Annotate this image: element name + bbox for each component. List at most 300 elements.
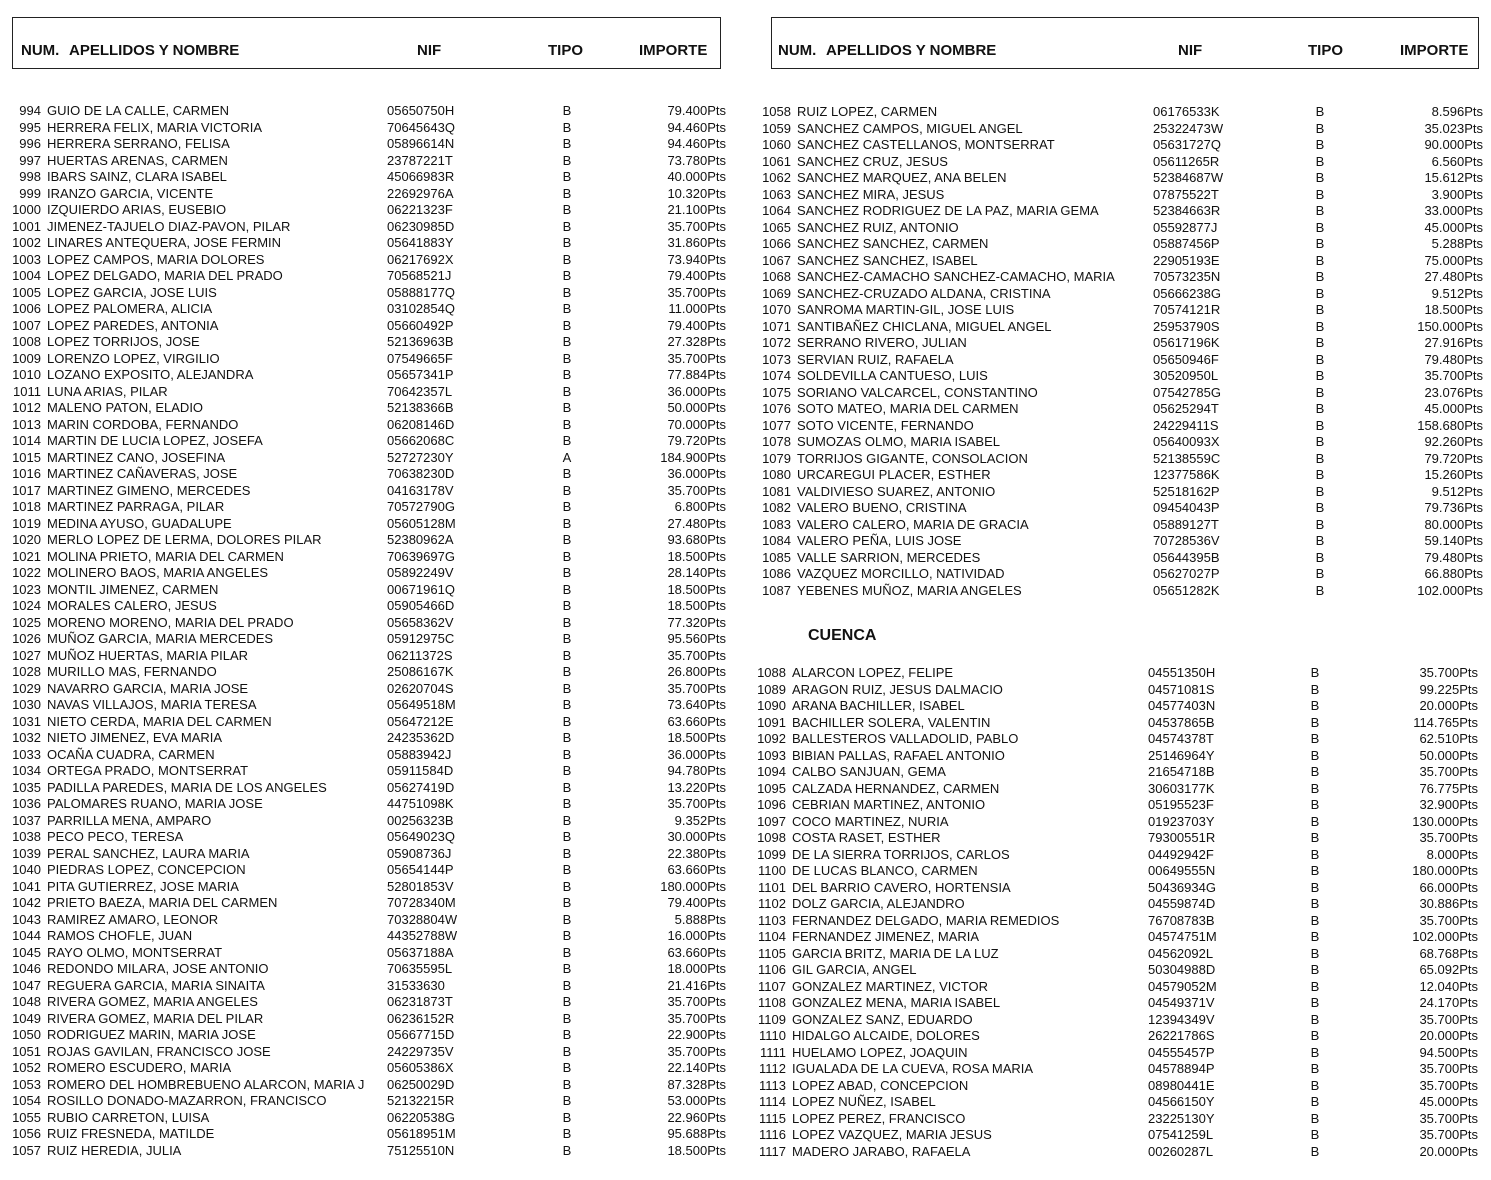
- row-importe: 73.940Pts: [667, 251, 726, 267]
- row-nif: 05662068C: [387, 433, 455, 448]
- row-name: SANTIBAÑEZ CHICLANA, MIGUEL ANGEL: [797, 318, 1052, 334]
- row-nif: 05883942J: [387, 746, 452, 762]
- table-row: [0, 681, 740, 698]
- row-nif: 06176533K: [1153, 104, 1220, 119]
- table-row: [0, 961, 740, 978]
- row-num: 1089: [757, 681, 786, 697]
- row-num: 1094: [757, 764, 786, 779]
- table-row: [0, 103, 740, 120]
- row-nif: 70568521J: [387, 268, 452, 283]
- row-name: RUIZ LOPEZ, CARMEN: [797, 104, 938, 119]
- row-num: 1117: [759, 1143, 786, 1159]
- row-num: 1029: [12, 680, 41, 696]
- table-row: [750, 517, 1490, 534]
- row-nif: 01923703Y: [1148, 813, 1215, 829]
- row-num: 1054: [12, 1093, 41, 1108]
- row-name: ROSILLO DONADO-MAZARRON, FRANCISCO: [47, 1093, 327, 1108]
- row-tipo: B: [562, 730, 572, 745]
- row-importe: 65.092Pts: [1419, 962, 1478, 977]
- row-tipo: B: [1315, 467, 1325, 482]
- row-nif: 52801853V: [387, 878, 454, 894]
- row-nif: 06231873T: [387, 994, 453, 1009]
- left-table-body: [0, 103, 740, 1159]
- row-nif: 03102854Q: [387, 301, 455, 316]
- row-name: CALBO SANJUAN, GEMA: [792, 764, 946, 779]
- row-tipo: B: [1310, 1110, 1320, 1126]
- row-name: PECO PECO, TERESA: [47, 829, 184, 844]
- row-tipo: B: [1310, 1011, 1320, 1027]
- row-importe: 63.660Pts: [667, 944, 726, 960]
- row-num: 1008: [12, 334, 41, 349]
- row-nif: 25086167K: [387, 664, 454, 679]
- row-num: 1038: [12, 829, 41, 844]
- row-importe: 16.000Pts: [667, 928, 726, 943]
- row-name: VAZQUEZ MORCILLO, NATIVIDAD: [797, 566, 1005, 581]
- row-tipo: B: [562, 647, 572, 663]
- row-tipo: B: [562, 202, 572, 217]
- row-tipo: B: [562, 152, 572, 168]
- row-num: 1069: [762, 285, 791, 301]
- row-num: 1020: [12, 532, 41, 547]
- row-nif: 06211372S: [387, 647, 453, 663]
- table-row: [0, 1126, 740, 1143]
- table-row: [745, 929, 1485, 946]
- row-name: NIETO JIMENEZ, EVA MARIA: [47, 730, 223, 745]
- row-nif: 08980441E: [1148, 1077, 1215, 1093]
- row-num: 1088: [757, 665, 786, 680]
- row-num: 1111: [759, 1044, 786, 1060]
- row-name: LOPEZ ABAD, CONCEPCION: [792, 1077, 969, 1093]
- table-row: [745, 698, 1485, 715]
- table-row: [745, 863, 1485, 880]
- row-num: 1062: [762, 170, 791, 185]
- right-table-header: [771, 17, 1479, 69]
- header-name: APELLIDOS Y NOMBRE: [69, 42, 240, 59]
- row-tipo: B: [1310, 747, 1320, 763]
- row-name: MUÑOZ HUERTAS, MARIA PILAR: [47, 647, 249, 663]
- row-nif: 04566150Y: [1148, 1094, 1215, 1109]
- row-name: VALERO PEÑA, LUIS JOSE: [797, 533, 962, 548]
- row-num: 1098: [757, 830, 786, 845]
- table-row: [0, 714, 740, 731]
- row-importe: 180.000Pts: [1412, 863, 1478, 878]
- row-importe: 36.000Pts: [667, 466, 726, 481]
- row-num: 1055: [12, 1109, 41, 1125]
- row-num: 1035: [12, 779, 41, 795]
- row-num: 1092: [757, 731, 786, 746]
- table-row: [0, 912, 740, 929]
- row-importe: 73.640Pts: [667, 697, 726, 712]
- row-tipo: B: [1315, 120, 1325, 136]
- row-num: 1016: [12, 466, 41, 481]
- row-importe: 79.720Pts: [1424, 450, 1483, 466]
- row-name: VALERO BUENO, CRISTINA: [797, 500, 967, 515]
- row-name: HUERTAS ARENAS, CARMEN: [47, 152, 228, 168]
- row-num: 1010: [12, 367, 41, 382]
- row-num: 1074: [762, 368, 791, 383]
- row-num: 999: [19, 185, 41, 201]
- row-tipo: B: [1310, 797, 1320, 812]
- row-name: LINARES ANTEQUERA, JOSE FERMIN: [47, 235, 282, 250]
- row-num: 1025: [12, 614, 41, 630]
- row-nif: 06236152R: [387, 1010, 455, 1026]
- row-importe: 5.888Pts: [674, 911, 726, 927]
- row-tipo: B: [1310, 929, 1320, 944]
- row-tipo: B: [1310, 830, 1320, 845]
- row-nif: 75125510N: [387, 1142, 455, 1158]
- row-num: 1085: [762, 549, 791, 565]
- row-name: SANCHEZ-CRUZADO ALDANA, CRISTINA: [797, 285, 1051, 301]
- row-name: SANCHEZ CRUZ, JESUS: [797, 153, 948, 169]
- row-name: IBARS SAINZ, CLARA ISABEL: [47, 169, 227, 184]
- table-row: [0, 367, 740, 384]
- row-name: SANCHEZ RUIZ, ANTONIO: [797, 219, 959, 235]
- table-row: [0, 252, 740, 269]
- row-num: 1018: [12, 499, 41, 514]
- row-tipo: B: [562, 697, 572, 712]
- row-name: HERRERA FELIX, MARIA VICTORIA: [47, 119, 263, 135]
- row-importe: 35.700Pts: [1419, 1077, 1478, 1093]
- row-name: HUELAMO LOPEZ, JOAQUIN: [792, 1044, 968, 1060]
- row-name: RUIZ FRESNEDA, MATILDE: [47, 1126, 215, 1141]
- row-importe: 22.960Pts: [667, 1109, 726, 1125]
- table-row: [0, 796, 740, 813]
- row-nif: 12377586K: [1153, 467, 1220, 482]
- row-nif: 04537865B: [1148, 714, 1215, 730]
- row-nif: 04571081S: [1148, 681, 1215, 697]
- table-row: [750, 137, 1490, 154]
- row-num: 1030: [12, 697, 41, 712]
- table-row: [745, 1127, 1485, 1144]
- row-importe: 94.460Pts: [667, 119, 726, 135]
- row-num: 1115: [759, 1110, 786, 1126]
- row-num: 995: [19, 119, 41, 135]
- row-name: LOZANO EXPOSITO, ALEJANDRA: [47, 367, 254, 382]
- row-nif: 24235362D: [387, 730, 455, 745]
- row-tipo: B: [1310, 698, 1320, 713]
- row-importe: 79.400Pts: [667, 103, 726, 118]
- row-tipo: B: [562, 961, 572, 976]
- row-importe: 102.000Pts: [1417, 582, 1483, 598]
- row-nif: 05650946F: [1153, 351, 1219, 367]
- row-num: 1013: [12, 416, 41, 432]
- row-nif: 05644395B: [1153, 549, 1220, 565]
- row-nif: 70638230D: [387, 466, 455, 481]
- row-importe: 45.000Pts: [1424, 401, 1483, 416]
- row-tipo: B: [1315, 368, 1325, 383]
- row-num: 1083: [762, 516, 791, 532]
- row-tipo: B: [562, 185, 572, 201]
- table-row: [745, 814, 1485, 831]
- row-importe: 35.700Pts: [1419, 764, 1478, 779]
- row-num: 1001: [12, 218, 41, 234]
- row-nif: 05912975C: [387, 631, 455, 646]
- row-tipo: B: [1315, 566, 1325, 581]
- row-num: 1090: [757, 698, 786, 713]
- table-row: [0, 1143, 740, 1160]
- table-row: [0, 994, 740, 1011]
- row-importe: 79.400Pts: [667, 317, 726, 333]
- row-name: IZQUIERDO ARIAS, EUSEBIO: [47, 202, 227, 217]
- row-num: 1002: [12, 235, 41, 250]
- row-nif: 45066983R: [387, 169, 455, 184]
- row-importe: 18.500Pts: [667, 548, 726, 564]
- row-importe: 35.700Pts: [1419, 830, 1478, 845]
- row-num: 1041: [12, 878, 41, 894]
- row-nif: 05660492P: [387, 317, 454, 333]
- row-nif: 52384663R: [1153, 203, 1221, 218]
- row-nif: 31533630: [387, 977, 445, 993]
- row-nif: 05195523F: [1148, 797, 1214, 812]
- row-importe: 35.700Pts: [1424, 368, 1483, 383]
- table-row: [0, 202, 740, 219]
- row-importe: 35.700Pts: [1419, 912, 1478, 928]
- row-tipo: B: [562, 1126, 572, 1141]
- row-nif: 25146964Y: [1148, 747, 1215, 763]
- table-row: [0, 499, 740, 516]
- row-nif: 06230985D: [387, 218, 455, 234]
- table-row: [745, 748, 1485, 765]
- row-tipo: B: [562, 1093, 572, 1108]
- row-importe: 5.288Pts: [1431, 236, 1483, 251]
- row-importe: 20.000Pts: [1419, 698, 1478, 713]
- table-row: [0, 648, 740, 665]
- row-importe: 93.680Pts: [667, 532, 726, 547]
- table-row: [0, 466, 740, 483]
- row-name: GIL GARCIA, ANGEL: [792, 962, 917, 977]
- row-name: IGUALADA DE LA CUEVA, ROSA MARIA: [792, 1061, 1034, 1076]
- row-num: 1027: [12, 647, 41, 663]
- row-tipo: B: [1315, 500, 1325, 515]
- row-name: MARIN CORDOBA, FERNANDO: [47, 416, 239, 432]
- row-num: 1071: [762, 318, 791, 334]
- row-tipo: B: [1315, 335, 1325, 350]
- row-tipo: B: [562, 1027, 572, 1042]
- row-num: 1059: [762, 120, 791, 136]
- row-name: MARTINEZ PARRAGA, PILAR: [47, 499, 225, 514]
- row-importe: 36.000Pts: [667, 383, 726, 399]
- row-name: SANCHEZ RODRIGUEZ DE LA PAZ, MARIA GEMA: [797, 203, 1099, 218]
- row-nif: 04578894P: [1148, 1061, 1215, 1076]
- row-nif: 06217692X: [387, 251, 454, 267]
- row-nif: 05640093X: [1153, 434, 1220, 449]
- row-num: 998: [19, 169, 41, 184]
- row-nif: 05618951M: [387, 1126, 456, 1141]
- row-name: ALARCON LOPEZ, FELIPE: [792, 665, 954, 680]
- table-row: [745, 682, 1485, 699]
- row-importe: 35.700Pts: [667, 284, 726, 300]
- row-nif: 05631727Q: [1153, 137, 1221, 152]
- row-tipo: B: [1315, 401, 1325, 416]
- row-importe: 35.700Pts: [667, 680, 726, 696]
- table-row: [750, 566, 1490, 583]
- row-importe: 50.000Pts: [1419, 747, 1478, 763]
- row-num: 1045: [12, 944, 41, 960]
- row-nif: 25953790S: [1153, 318, 1220, 334]
- row-importe: 18.500Pts: [667, 598, 726, 613]
- row-nif: 00260287L: [1148, 1143, 1214, 1159]
- row-name: PRIETO BAEZA, MARIA DEL CARMEN: [47, 895, 278, 910]
- row-tipo: B: [1315, 302, 1325, 317]
- row-name: LORENZO LOPEZ, VIRGILIO: [47, 350, 220, 366]
- table-row: [0, 945, 740, 962]
- row-name: REDONDO MILARA, JOSE ANTONIO: [47, 961, 269, 976]
- row-name: RAMOS CHOFLE, JUAN: [47, 928, 193, 943]
- row-name: GARCIA BRITZ, MARIA DE LA LUZ: [792, 945, 999, 961]
- row-tipo: B: [1310, 1127, 1320, 1142]
- row-name: LOPEZ TORRIJOS, JOSE: [47, 334, 200, 349]
- table-row: [745, 1012, 1485, 1029]
- row-nif: 05651282K: [1153, 582, 1220, 598]
- row-importe: 36.000Pts: [667, 746, 726, 762]
- row-num: 1004: [12, 268, 41, 283]
- row-nif: 04549371V: [1148, 995, 1215, 1010]
- row-nif: 05649518M: [387, 697, 456, 712]
- table-row: [745, 1078, 1485, 1095]
- row-name: ROMERO ESCUDERO, MARIA: [47, 1060, 232, 1075]
- row-importe: 15.260Pts: [1424, 467, 1483, 482]
- table-row: [750, 434, 1490, 451]
- row-tipo: B: [562, 928, 572, 943]
- row-nif: 05666238G: [1153, 285, 1221, 301]
- row-name: SUMOZAS OLMO, MARIA ISABEL: [797, 434, 1000, 449]
- row-tipo: B: [1310, 1061, 1320, 1076]
- table-row: [745, 913, 1485, 930]
- row-name: IRANZO GARCIA, VICENTE: [47, 185, 214, 201]
- row-nif: 04577403N: [1148, 698, 1216, 713]
- row-tipo: B: [562, 812, 572, 828]
- row-importe: 35.023Pts: [1424, 120, 1483, 136]
- row-num: 1044: [12, 928, 41, 943]
- row-name: MARTINEZ CANO, JOSEFINA: [47, 449, 226, 465]
- row-tipo: B: [1310, 846, 1320, 862]
- row-num: 1082: [762, 500, 791, 515]
- row-num: 1024: [12, 598, 41, 613]
- row-importe: 18.500Pts: [667, 1142, 726, 1158]
- row-num: 1110: [759, 1028, 786, 1043]
- table-row: [750, 286, 1490, 303]
- row-tipo: B: [1310, 681, 1320, 697]
- row-name: NAVAS VILLAJOS, MARIA TERESA: [47, 697, 257, 712]
- row-num: 1005: [12, 284, 41, 300]
- row-nif: 70728340M: [387, 895, 456, 910]
- row-importe: 35.700Pts: [667, 1010, 726, 1026]
- row-num: 1031: [12, 713, 41, 729]
- row-nif: 05892249V: [387, 565, 454, 580]
- row-num: 1063: [762, 186, 791, 202]
- table-row: [0, 1044, 740, 1061]
- row-tipo: B: [562, 713, 572, 729]
- row-importe: 79.480Pts: [1424, 351, 1483, 367]
- row-name: ORTEGA PRADO, MONTSERRAT: [47, 763, 249, 778]
- table-row: [745, 764, 1485, 781]
- row-name: VALLE SARRION, MERCEDES: [797, 549, 981, 565]
- table-row: [0, 1011, 740, 1028]
- row-name: MORENO MORENO, MARIA DEL PRADO: [47, 614, 294, 630]
- table-row: [0, 1027, 740, 1044]
- row-name: DE LA SIERRA TORRIJOS, CARLOS: [792, 846, 1010, 862]
- row-tipo: B: [562, 383, 572, 399]
- row-importe: 32.900Pts: [1419, 797, 1478, 812]
- row-name: PALOMARES RUANO, MARIA JOSE: [47, 796, 263, 811]
- row-tipo: B: [562, 466, 572, 481]
- row-importe: 62.510Pts: [1419, 731, 1478, 746]
- table-row: [750, 484, 1490, 501]
- row-importe: 3.900Pts: [1431, 186, 1483, 202]
- row-tipo: B: [1310, 863, 1320, 878]
- row-nif: 79300551R: [1148, 830, 1216, 845]
- row-tipo: B: [1310, 896, 1320, 911]
- row-tipo: B: [562, 911, 572, 927]
- row-name: SANCHEZ-CAMACHO SANCHEZ-CAMACHO, MARIA: [797, 269, 1115, 284]
- row-tipo: B: [562, 268, 572, 283]
- row-name: ARANA BACHILLER, ISABEL: [792, 698, 965, 713]
- row-num: 1007: [12, 317, 41, 333]
- row-tipo: B: [562, 334, 572, 349]
- row-name: MARTINEZ GIMENO, MERCEDES: [47, 482, 251, 498]
- table-row: [0, 1060, 740, 1077]
- table-row: [0, 268, 740, 285]
- table-row: [0, 829, 740, 846]
- row-nif: 05667715D: [387, 1027, 455, 1042]
- right-table-body-bottom: [745, 665, 1485, 1160]
- row-num: 1112: [759, 1061, 786, 1076]
- header-importe: IMPORTE: [639, 42, 708, 59]
- table-row: [750, 550, 1490, 567]
- row-name: SANROMA MARTIN-GIL, JOSE LUIS: [797, 302, 1015, 317]
- table-row: [750, 401, 1490, 418]
- row-tipo: B: [1310, 665, 1320, 680]
- row-tipo: B: [1315, 269, 1325, 284]
- row-name: SERVIAN RUIZ, RAFAELA: [797, 351, 954, 367]
- row-nif: 07542785G: [1153, 384, 1221, 400]
- table-row: [750, 121, 1490, 138]
- table-row: [750, 335, 1490, 352]
- row-importe: 24.170Pts: [1419, 995, 1478, 1010]
- row-importe: 22.380Pts: [667, 845, 726, 861]
- row-tipo: B: [1315, 384, 1325, 400]
- table-row: [0, 318, 740, 335]
- row-name: PIEDRAS LOPEZ, CONCEPCION: [47, 862, 246, 877]
- row-importe: 20.000Pts: [1419, 1028, 1478, 1043]
- row-num: 1086: [762, 566, 791, 581]
- row-tipo: B: [1315, 219, 1325, 235]
- table-row: [0, 483, 740, 500]
- row-importe: 158.680Pts: [1417, 417, 1483, 433]
- row-nif: 30520950L: [1153, 368, 1219, 383]
- row-nif: 06221323F: [387, 202, 453, 217]
- row-name: LOPEZ CAMPOS, MARIA DOLORES: [47, 251, 265, 267]
- row-tipo: B: [1315, 318, 1325, 334]
- row-importe: 27.328Pts: [667, 334, 726, 349]
- row-importe: 31.860Pts: [667, 235, 726, 250]
- row-tipo: B: [1315, 434, 1325, 449]
- row-num: 1067: [762, 252, 791, 268]
- row-nif: 25322473W: [1153, 120, 1224, 136]
- row-importe: 79.480Pts: [1424, 549, 1483, 565]
- table-row: [0, 879, 740, 896]
- row-num: 1006: [12, 301, 41, 316]
- row-name: REGUERA GARCIA, MARIA SINAITA: [47, 977, 265, 993]
- row-tipo: B: [562, 482, 572, 498]
- row-nif: 06250029D: [387, 1076, 455, 1092]
- header-nif: NIF: [417, 42, 442, 59]
- row-nif: 04579052M: [1148, 978, 1217, 994]
- row-tipo: B: [1310, 813, 1320, 829]
- row-num: 1021: [12, 548, 41, 564]
- row-tipo: B: [1315, 153, 1325, 169]
- row-nif: 05911584D: [387, 763, 454, 778]
